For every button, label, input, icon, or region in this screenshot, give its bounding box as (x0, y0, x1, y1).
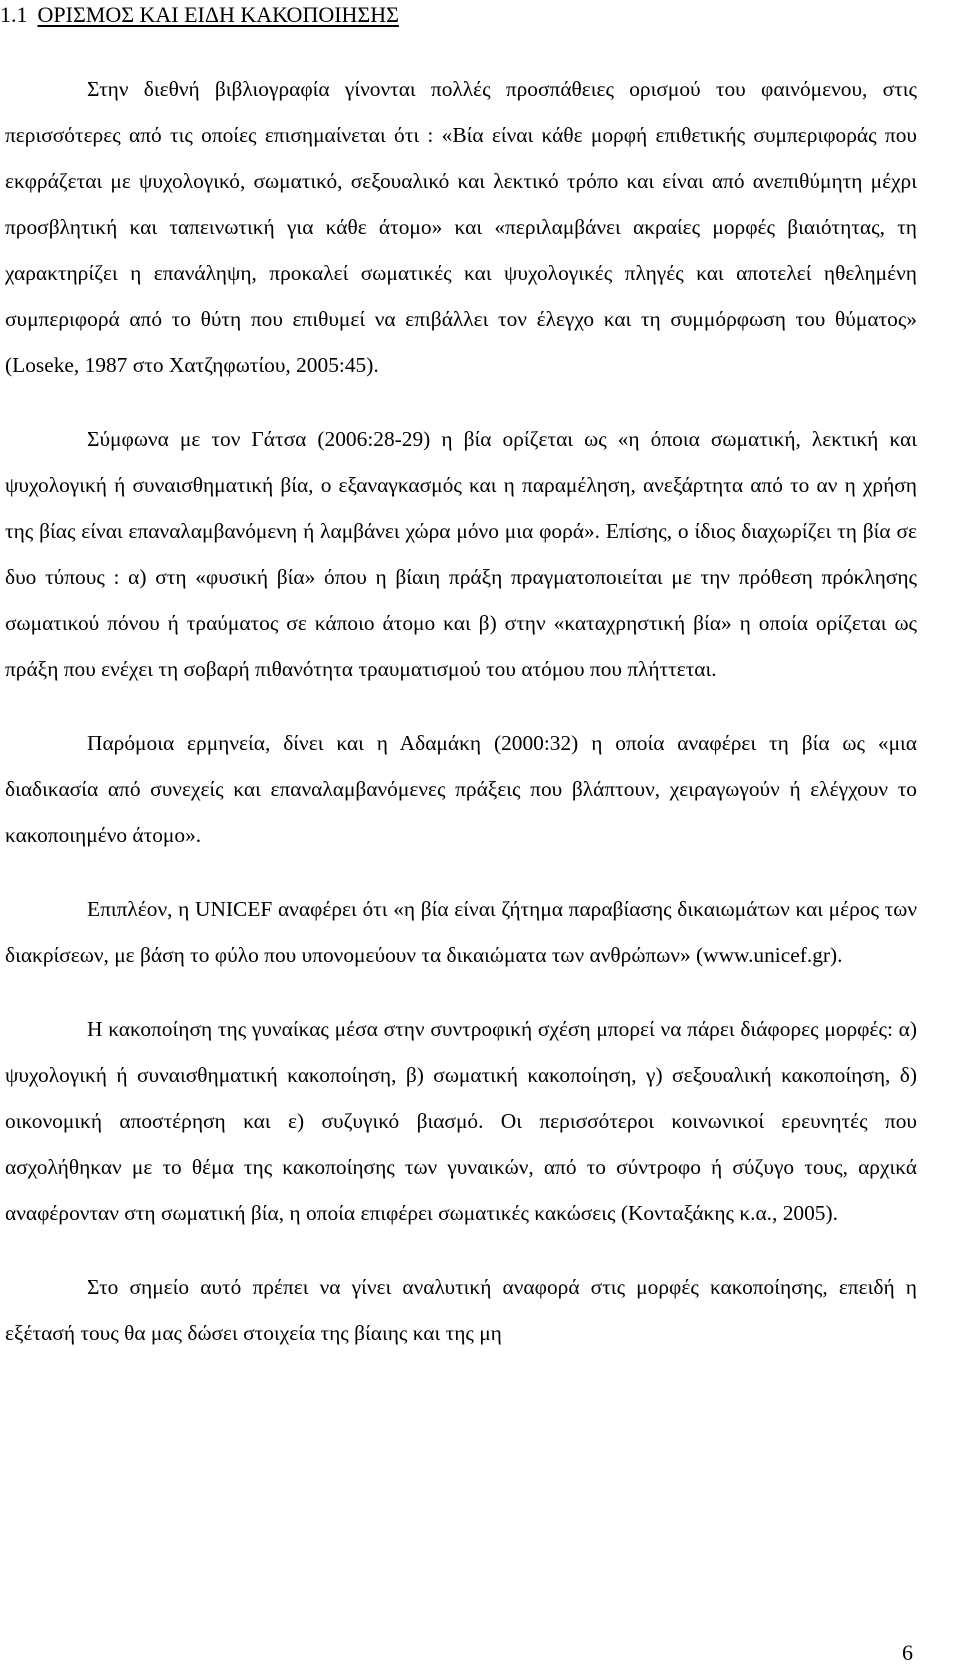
paragraph-5: Η κακοποίηση της γυναίκας μέσα στην συντροφική σχέση μπορεί να πάρει διάφορες μορφές: α) ψυχολογική ή συναισθηματική κακοποίηση, β) σωματική κακοποίηση, γ) σεξουαλική κακοποίηση, δ) οικονομική αποστέρηση και ε) συζυγικό βιασμό. Οι περισσότεροι κοινωνικοί ερευνητές που ασχολήθηκαν με το θέμα της κακοποίησης των γυναικών, από το σύντροφο ή σύζυγο τους, αρχικά αναφέρονταν στη σωματική βία, η οποία επιφέρει σωματικές κακώσεις (Κονταξάκης κ.α., 2005). (5, 1017, 917, 1225)
body-text (5, 66, 917, 1384)
paragraph-1: Στην διεθνή βιβλιογραφία γίνονται πολλές προσπάθειες ορισμού του φαινόμενου, στις περισσότερες από τις οποίες επισημαίνεται ότι : «Βία είναι κάθε μορφή επιθετικής συμπεριφοράς που εκφράζεται με ψυχολογικό, σωματικό, σεξουαλικό και λεκτικό τρόπο και είναι από ανεπιθύμητη μέχρι προσβλητική και ταπεινωτική για κάθε άτομο» και «περιλαμβάνει ακραίες μορφές βιαιότητας, τη χαρακτηρίζει η επανάληψη, προκαλεί σωματικές και ψυχολογικές πληγές και αποτελεί ηθελημένη συμπεριφορά από το θύτη που επιθυμεί να επιβάλλει τον έλεγχο και τη συμμόρφωση του θύματος» (Loseke, 1987 στο Χατζηφωτίου, 2005:45). (5, 77, 917, 377)
paragraph-3: Παρόμοια ερμηνεία, δίνει και η Αδαμάκη (2000:32) η οποία αναφέρει τη βία ως «μια διαδικασία από συνεχείς και επαναλαμβανόμενες πράξεις που βλάπτουν, χειραγωγούν ή ελέγχουν το κακοποιημένο άτομο». (5, 731, 917, 847)
page-number: 6 (902, 1640, 913, 1665)
paragraph-6: Στο σημείο αυτό πρέπει να γίνει αναλυτική αναφορά στις μορφές κακοποίησης, επειδή η εξέτασή τους θα μας δώσει στοιχεία της βίαιης και της μη (5, 1275, 917, 1345)
section-title: ΟΡΙΣΜΟΣ ΚΑΙ ΕΙΔΗ ΚΑΚΟΠΟΙΗΣΗΣ (37, 2, 399, 27)
paragraph-2: Σύμφωνα με τον Γάτσα (2006:28-29) η βία ορίζεται ως «η όποια σωματική, λεκτική και ψυχολογική ή συναισθηματική βία, ο εξαναγκασμός και η παραμέληση, ανεξάρτητα από το αν η χρήση της βίας είναι επαναλαμβανόμενη ή λαμβάνει χώρα μόνο μια φορά». Επίσης, ο ίδιος διαχωρίζει τη βία σε δυο τύπους : α) στη «φυσική βία» όπου η βίαιη πράξη πραγματοποιείται με την πρόθεση πρόκλησης σωματικού πόνου ή τραύματος σε κάποιο άτομο και β) στην «καταχρηστική βία» η οποία ορίζεται ως πράξη που ενέχει τη σοβαρή πιθανότητα τραυματισμού του ατόμου που πλήττεται. (5, 427, 917, 681)
section-number: 1.1 (0, 2, 28, 27)
section-heading (0, 2, 399, 28)
paragraph-4: Επιπλέον, η UNICEF αναφέρει ότι «η βία είναι ζήτημα παραβίασης δικαιωμάτων και μέρος των διακρίσεων, με βάση το φύλο που υπονομεύουν τα δικαιώματα των ανθρώπων» (www.unicef.gr). (5, 897, 917, 967)
